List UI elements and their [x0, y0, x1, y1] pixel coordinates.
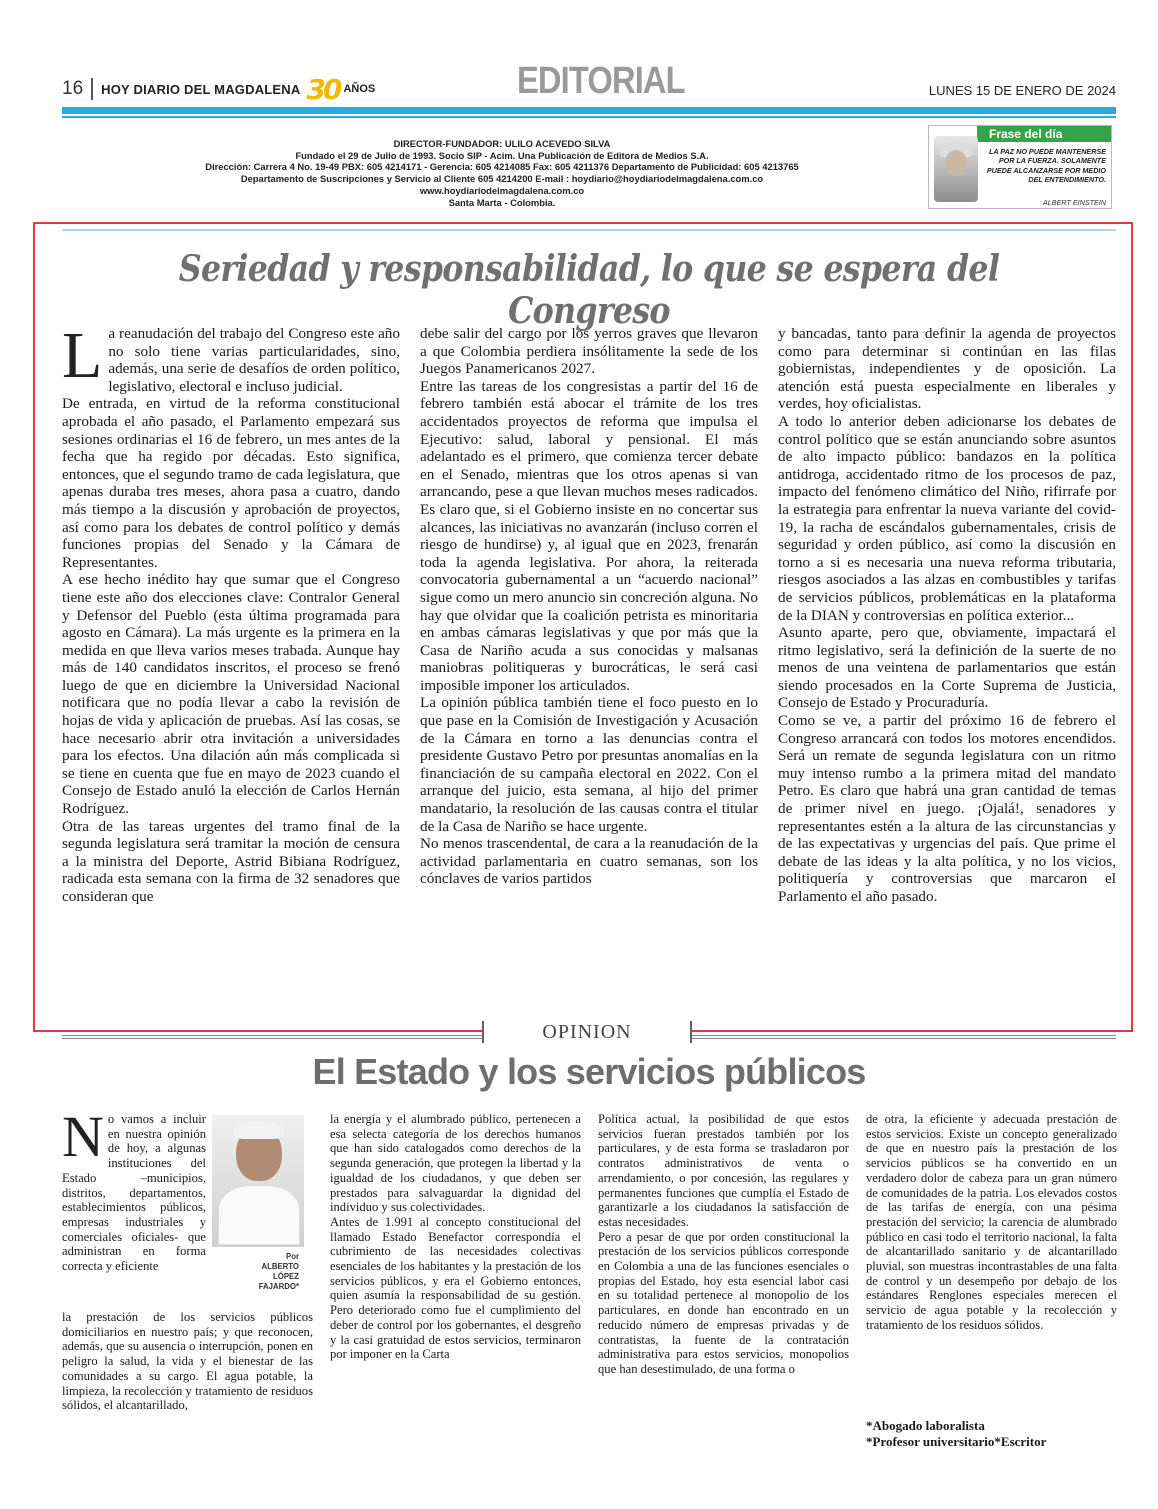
- paragraph: Asunto aparte, pero que, obviamente, impactará el ritmo legislativo, será la definición de la suerte de no menos de una veintena de parlamentarios que están siendo procesados en la Corte Suprema de Justicia, Consejo de Estado y Procuraduría.: [778, 624, 1116, 712]
- author-signature: [866, 1418, 1046, 1450]
- paragraph: la prestación de los servicios públicos domiciliarios en nuestro país; y que reconocen, además, que su ausencia o interrupción, ponen en peligro la salud, la vida y el bienestar de las comunidades a su cargo. El agua potable, la limpieza, la recolección y tratamiento de residuos sólidos, el alcantarillado,: [62, 1310, 313, 1413]
- anniversary-logo: 30: [306, 72, 340, 106]
- signature-line: *Abogado laboralista: [866, 1418, 985, 1433]
- drop-cap: L: [62, 319, 103, 392]
- masthead-line: Departamento de Suscripciones y Servicio al Cliente 605 4214200 E-mail : hoydiario@hoydiariodelmagdalena.com.co: [240, 173, 764, 185]
- opinion-column-1: [62, 1310, 313, 1413]
- issue-date: LUNES 15 DE ENERO DE 2024: [928, 83, 1116, 98]
- masthead: [112, 138, 892, 208]
- paragraph: La opinión pública también tiene el foco puesto en lo que pase en la Comisión de Investigación y Acusación de la Cámara en torno a las denuncias contra el presidente Gustavo Petro por presuntas anomalías en la financiación de su campaña electoral en 2022. Con el arranque del juicio, esta semana, al hijo del primer mandatario, la resolución de las causas contra el titular de la Casa de Nariño se hace urgente.: [420, 694, 758, 835]
- author-photo: [212, 1115, 304, 1247]
- opinion-column-3: [598, 1112, 849, 1377]
- masthead-line: DIRECTOR-FUNDADOR: ULILO ACEVEDO SILVA: [393, 138, 611, 149]
- editorial-column-2: [420, 325, 758, 888]
- paragraph: No menos trascendental, de cara a la reanudación de la actividad parlamentaria en cuatro semanas, son los cónclaves de varios partidos: [420, 835, 758, 888]
- paragraph: o vamos a incluir en nuestra opinión de hoy, a algunas instituciones del Estado –municipios, distritos, departamentos, establecimientos públicos, empresas industriales y comerciales oficiales- que administran en forma correcta y eficiente: [62, 1112, 206, 1274]
- paragraph: Pero a pesar de que por orden constitucional la prestación de los servicios públicos corresponde en Colombia a una de las funciones esenciales o propias del Estado, hoy esta esencial labor casi en su totalidad pertenece al monopolio de los particulares, en donde han encontrado en un reducido número de empresas privadas y de contratistas, la fuente de la contratación administrativa para estos servicios, monopolios que han desestimulado, de una forma o: [598, 1229, 849, 1376]
- paragraph: Otra de las tareas urgentes del tramo final de la segunda legislatura será tramitar la moción de censura a la ministra del Deporte, Astrid Bibiana Rodríguez, radicada esta semana con la firma de 32 senadores que consideran que: [62, 817, 400, 905]
- signature-line: *Profesor universitario*Escritor: [866, 1434, 1047, 1449]
- paragraph: Antes de 1.991 al concepto constitucional del llamado Estado Benefactor correspondía el cubrimiento de las necesidades colectivas esenciales de los habitantes y la prestación de los servicios públicos, y era el Gobierno entonces, quien asumía la responsabilidad de su gestión. Pero deteriorado como fue el cumplimiento del deber de control por los gobernantes, el desgreño y la casi gratuidad de estos servicios, terminaron por imponer en la Carta: [330, 1214, 581, 1362]
- paragraph: Entre las tareas de los congresistas a partir del 16 de febrero también está abocar el trámite de los tres accidentados proyectos de reforma que impulsa el Ejecutivo: salud, laboral y pensional. El más adelantado es el primero, que comienza tercer debate en el Senado, mientras que los otros apenas si van arrancando, pese a que llevan muchos meses radicados. Es claro que, si el Gobierno insiste en no concertar sus alcances, las iniciativas no avanzarán (incluso corren el riesgo de hundirse) y, al igual que en 2023, frenarán toda la agenda legislativa. Por ahora, la reiterada convocatoria gubernamental a un “acuerdo nacional” sigue como un mero anuncio sin concreción alguna. No hay que olvidar que la coalición petrista es minoritaria en ambas cámaras legislativas y que por más que la Casa de Nariño acuda a sus conocidas y malsanas maniobras politiqueras y burocráticas, le será casi imposible imponer los articulados.: [420, 377, 758, 694]
- opinion-column-4: [866, 1112, 1117, 1333]
- byline-line: LÓPEZ: [273, 1272, 299, 1281]
- quote-of-the-day-box: [928, 125, 1112, 209]
- masthead-line: Santa Marta - Colombia.: [448, 196, 556, 208]
- opinion-section-label: OPINION: [482, 1021, 692, 1043]
- einstein-portrait: [934, 136, 978, 202]
- masthead-line: Dirección: Carrera 4 No. 19-49 PBX: 605 4214171 - Gerencia: 605 4214085 Fax: 605 4211376 Departamento de Publicidad: 605 4213765: [205, 161, 799, 173]
- masthead-line: Fundado el 29 de Julio de 1993. Socio SIP - Acim. Una Publicación de Editora de Medios S.A.: [295, 149, 709, 161]
- quote-of-the-day-label: Frase del día: [977, 126, 1111, 142]
- newspaper-name: HOY DIARIO DEL MAGDALENA: [101, 81, 301, 97]
- editorial-column-3: [778, 325, 1116, 906]
- byline-line: FAJARDO*: [258, 1282, 299, 1291]
- paragraph: la energía y el alumbrado público, pertenecen a esa selecta categoría de los derechos humanos que han sido catalogados como derechos de la segunda generación, que protegen la libertad y la igualdad de los ciudadanos, y que deben ser prestados para salvaguardar la dignidad del individuo y sus colectividades.: [330, 1112, 581, 1215]
- paragraph: debe salir del cargo por los yerros graves que llevaron a que Colombia perdiera insólitamente la sede de los Juegos Panamericanos 2027.: [420, 325, 758, 378]
- paragraph: a reanudación del trabajo del Congreso este año no solo tiene varias particularidades, sino, además, una serie de desafíos de orden político, legislativo, electoral e incluso judicial.: [108, 325, 400, 395]
- paragraph: de otra, la eficiente y adecuada prestación de estos servicios. Existe un concepto generalizado de que en nuestro país la prestación de los servicios públicos se ha convertido en un verdadero dolor de cabeza para un gran número de comunidades de la patria. Los elevados costos de las tarifas de energía, con una pésima prestación del servicio; la carencia de alumbrado público en casi todo el territorio nacional, la falta de alcantarillado sanitario y de alcantarillado pluvial, son muestras incontrastables de una falta de control y un desempeño por debajo de los estándares Renglones especiales merecen el servicio de agua potable y la recolección y tratamiento de los residuos sólidos.: [866, 1112, 1117, 1332]
- section-title: EDITORIAL: [517, 60, 685, 102]
- byline-line: Por: [286, 1252, 299, 1261]
- masthead-line: www.hoydiariodelmagdalena.com.co: [419, 184, 585, 196]
- editorial-headline: Seriedad y responsabilidad, lo que se espera del Congreso: [178, 248, 1000, 332]
- drop-cap: N: [62, 1112, 104, 1169]
- quote-text: LA PAZ NO PUEDE MANTENERSE POR LA FUERZA. SOLAMENTE PUEDE ALCANZARSE POR MEDIO DEL ENTENDIMIENTO.: [986, 147, 1106, 185]
- opinion-column-2: [330, 1112, 581, 1362]
- byline-line: ALBERTO: [261, 1262, 299, 1271]
- quote-author: ALBERT EINSTEIN: [1043, 198, 1106, 207]
- opinion-headline: El Estado y los servicios públicos: [312, 1051, 866, 1092]
- page-number: 16: [62, 78, 93, 100]
- paragraph: Política actual, la posibilidad de que estos servicios fueran prestados también por los particulares, y de esta forma se trasladaron por contratos administrativos de venta o arrendamiento, o por concesión, las regulares y permanentes funciones que cumplía el Estado de garantizarle a los ciudadanos la satisfacción de estas necesidades.: [598, 1112, 849, 1229]
- editorial-column-1: [62, 319, 400, 906]
- paragraph: A todo lo anterior deben adicionarse los debates de control político que se están anunciando sobre asuntos de alto impacto público: bandazos en la política antidroga, accidentado ritmo de los procesos de paz, impacto del fenómeno climático del Niño, rifirrafe por la estrategia para enfrentar la nueva variante del covid-19, la racha de escándalos gubernamentales, crisis de seguridad y orden público, así como la discusión en torno a si es necesaria una nueva reforma tributaria, riesgos asociados a las alzas en combustibles y tarifas de servicios públicos, problemáticas en la plataforma de la DIAN y controversias en política exterior...: [778, 412, 1116, 624]
- header-rule: [62, 107, 1116, 114]
- paragraph: A ese hecho inédito hay que sumar que el Congreso tiene este año dos elecciones clave: Contralor General y Defensor del Pueblo (esta última programada para agosto en Cámara). La más urgente es la primera en la medida en que lleva varios meses trabada. Aunque hay más de 140 candidatos inscritos, el proceso se frenó luego de que en diciembre la Universidad Nacional notificara que no podía llevar a cabo la revisión de hojas de vida y aplicación de pruebas. Así las cosas, se hace necesario abrir otra invitación a universidades para los efectos. Una dilación aún más complicada si se tiene en cuenta que fue en mayo de 2023 cuando el Consejo de Estado anuló la elección de Carlos Hernán Rodríguez.: [62, 571, 400, 818]
- paragraph: Como se ve, a partir del próximo 16 de febrero el Congreso arrancará con todos los motores encendidos. Será un remate de segunda legislatura con un ritmo muy intenso rumbo a la primera mitad del mandato Petro. Es claro que habrá una gran cantidad de temas de primer nivel en juego. ¡Ojalá!, senadores y representantes estén a la altura de las circunstancias y de las expectativas y urgencias del país. Que prime el debate de las ideas y la alta política, y no los vicios, politiquería y controversias que marcaron el Parlamento el año pasado.: [778, 712, 1116, 905]
- author-byline: [243, 1252, 299, 1292]
- paragraph: De entrada, en virtud de la reforma constitucional aprobada el año pasado, el Parlamento empezará sus sesiones ordinarias el 16 de febrero, un mes antes de la fecha que ha regido por décadas. Esto significa, entonces, que el segundo tramo de cada legislatura, que apenas duraba tres meses, ahora pasa a cuatro, dando más tiempo a la discusión y aprobación de proyectos, así como para los debates de control político y demás funciones propias del Senado y la Cámara de Representantes.: [62, 395, 400, 571]
- header-rule-thin: [62, 116, 1116, 118]
- page-header-left: [62, 74, 375, 104]
- paragraph: y bancadas, tanto para definir la agenda de proyectos como para determinar si continúan en las filas gobiernistas, independientes y de oposición. La atención está puesta especialmente en liberales y verdes, hoy oficialistas.: [778, 325, 1116, 413]
- anniversary-label: AÑOS: [343, 83, 376, 95]
- opinion-column-1-wrap: [62, 1112, 206, 1308]
- editorial-top-rule: [62, 229, 1116, 231]
